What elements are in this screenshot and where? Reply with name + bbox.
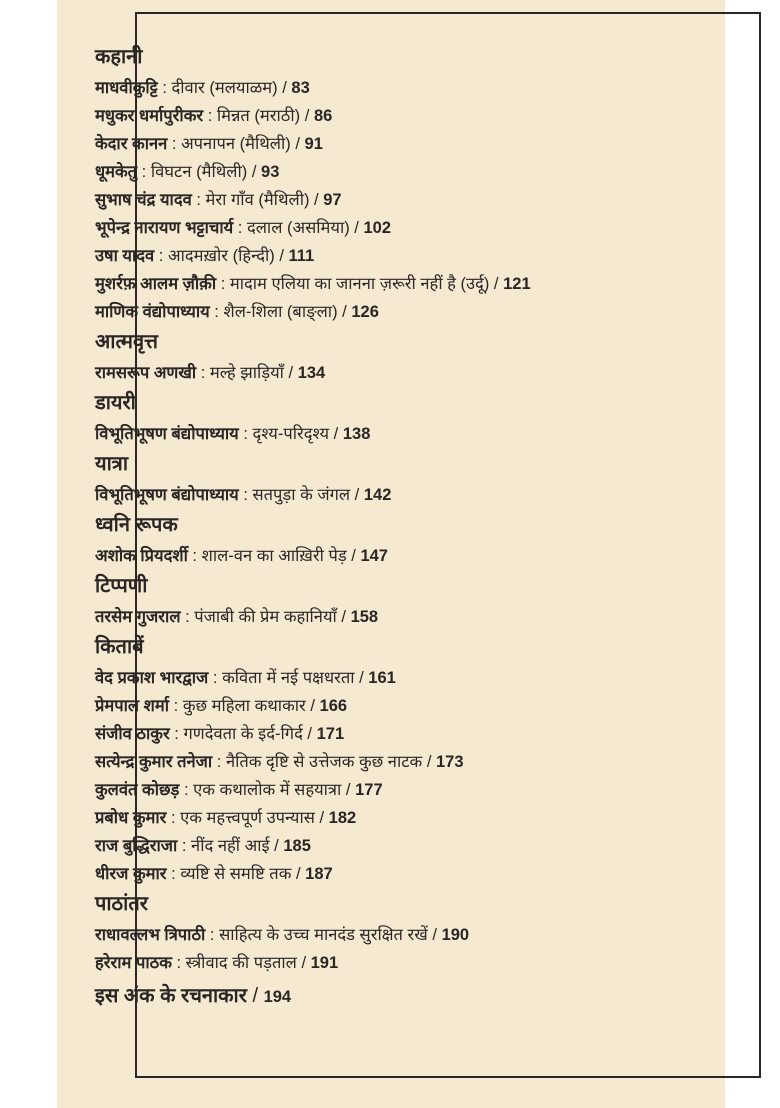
entry-page-number: 93 xyxy=(261,163,280,181)
toc-entry xyxy=(95,481,695,509)
slash-separator: / xyxy=(269,837,284,855)
toc-entry xyxy=(95,921,695,949)
entry-page-number: 86 xyxy=(313,107,333,125)
entry-title: व्यष्टि से समष्टि तक xyxy=(180,865,292,883)
colon-separator: : xyxy=(238,486,253,504)
entry-page-number: 126 xyxy=(351,303,379,321)
entry-title: साहित्य के उच्च मानदंड सुरक्षित रखें xyxy=(219,926,428,944)
colon-separator: : xyxy=(166,809,181,827)
entry-page-number: 91 xyxy=(304,135,323,153)
colon-separator: : xyxy=(169,725,184,743)
slash-separator: / xyxy=(290,135,305,153)
colon-separator: : xyxy=(180,608,195,626)
toc-entry xyxy=(95,130,695,158)
toc-entry xyxy=(95,102,695,130)
entry-title: नींद नहीं आई xyxy=(191,837,270,855)
toc-entry xyxy=(95,242,695,270)
slash-separator: / xyxy=(305,697,320,715)
entry-page-number: 134 xyxy=(297,364,326,382)
colon-separator: : xyxy=(209,303,224,321)
entry-page-number: 138 xyxy=(342,425,371,443)
toc-entry xyxy=(95,359,695,387)
colon-separator: : xyxy=(191,191,206,209)
slash-separator: / xyxy=(341,781,356,799)
colon-separator: : xyxy=(171,954,186,972)
entry-author: कुलवंत कोछड़ xyxy=(95,781,180,799)
colon-separator: : xyxy=(166,865,181,883)
toc-entry xyxy=(95,748,695,776)
entry-page-number: 166 xyxy=(319,697,348,715)
toc-entry xyxy=(95,664,695,692)
colon-separator: : xyxy=(238,425,253,443)
colon-separator: : xyxy=(177,837,192,855)
entry-page-number: 177 xyxy=(355,781,383,799)
toc-entry xyxy=(95,860,695,888)
colon-separator: : xyxy=(205,926,220,944)
slash-separator: / xyxy=(489,275,504,293)
entry-page-number: 83 xyxy=(291,79,310,97)
entry-page-number: 147 xyxy=(360,547,388,565)
entry-author: वेद प्रकाश भारद्वाज xyxy=(95,669,209,687)
slash-separator: / xyxy=(314,809,329,827)
entry-page-number: 121 xyxy=(503,275,531,293)
toc-entry xyxy=(95,298,695,326)
toc-entry xyxy=(95,74,695,102)
slash-separator: / xyxy=(422,753,436,771)
entry-author: विभूतिभूषण बंद्योपाध्याय xyxy=(95,486,239,504)
toc-entry xyxy=(95,214,695,242)
entry-author: माधवीकुट्टि xyxy=(95,79,158,97)
slash-separator: / xyxy=(300,107,314,125)
entry-title: विघटन (मैथिली) xyxy=(150,163,248,181)
entry-title: दलाल (असमिया) xyxy=(246,219,350,237)
section-heading: टिप्पणी xyxy=(95,575,148,597)
toc-entry xyxy=(95,420,695,448)
entry-title: एक महत्त्वपूर्ण उपन्यास xyxy=(180,809,315,827)
toc-entry xyxy=(95,776,695,804)
colon-separator: : xyxy=(187,547,202,565)
contributors-entry xyxy=(95,979,695,1013)
slash-separator: / xyxy=(309,191,324,209)
section-heading: किताबें xyxy=(95,636,144,658)
colon-separator: : xyxy=(167,135,182,153)
entry-page-number: 187 xyxy=(305,865,333,883)
entry-author: राधावल्लभ त्रिपाठी xyxy=(95,926,206,944)
colon-separator: : xyxy=(233,219,247,237)
entry-author: उषा यादव xyxy=(95,247,155,265)
section-heading: आत्मवृत्त xyxy=(95,331,158,353)
entry-page-number: 158 xyxy=(350,608,379,626)
colon-separator: : xyxy=(208,669,223,687)
entry-title: शैल-शिला (बाङ्ला) xyxy=(223,303,338,321)
slash-separator: / xyxy=(329,425,343,443)
entry-page-number: 191 xyxy=(310,954,339,972)
entry-title: अपनापन (मैथिली) xyxy=(181,135,291,153)
entry-author: माणिक वंद्योपाध्याय xyxy=(95,303,210,321)
toc-entry xyxy=(95,832,695,860)
entry-title: आदमख़ोर (हिन्दी) xyxy=(167,247,275,265)
slash-separator: / xyxy=(346,547,361,565)
slash-separator: / xyxy=(337,303,352,321)
toc-entry xyxy=(95,158,695,186)
slash-separator: / xyxy=(354,669,369,687)
entry-author: अशोक प्रियदर्शी xyxy=(95,547,188,565)
entry-title: दृश्य-परिदृश्य xyxy=(252,425,330,443)
toc-entry xyxy=(95,720,695,748)
slash-separator: / xyxy=(427,926,442,944)
entry-page-number: 161 xyxy=(368,669,396,687)
contributors-label: इस अंक के रचनाकार xyxy=(95,985,247,1007)
entry-title: नैतिक दृष्टि से उत्तेजक कुछ नाटक xyxy=(225,753,423,771)
section-heading: कहानी xyxy=(95,46,143,68)
entry-author: केदार कानन xyxy=(95,135,168,153)
entry-page-number: 190 xyxy=(441,926,470,944)
slash-separator: / xyxy=(274,247,289,265)
slash-separator: / xyxy=(247,163,262,181)
slash-separator: / xyxy=(291,865,306,883)
entry-author: सत्येन्द्र कुमार तनेजा xyxy=(95,753,213,771)
slash-separator: / xyxy=(336,608,351,626)
entry-author: भूपेन्द्र नारायण भट्टाचार्य xyxy=(95,219,234,237)
toc-entry xyxy=(95,270,695,298)
toc-entry xyxy=(95,804,695,832)
toc-entry xyxy=(95,542,695,570)
colon-separator: : xyxy=(157,79,172,97)
entry-title: कुछ महिला कथाकार xyxy=(182,697,306,715)
slash-separator: / xyxy=(296,954,311,972)
slash-separator: / xyxy=(277,79,292,97)
entry-author: संजीव ठाकुर xyxy=(95,725,170,743)
entry-author: मधुकर धर्मापुरीकर xyxy=(95,107,204,125)
entry-author: सुभाष चंद्र यादव xyxy=(95,191,192,209)
entry-title: मल्हे झाड़ियाँ xyxy=(209,364,284,382)
entry-title: एक कथालोक में सहयात्रा xyxy=(193,781,342,799)
entry-author: विभूतिभूषण बंद्योपाध्याय xyxy=(95,425,239,443)
slash-separator: / xyxy=(246,985,264,1007)
entry-title: पंजाबी की प्रेम कहानियाँ xyxy=(194,608,337,626)
slash-separator: / xyxy=(350,486,364,504)
slash-separator: / xyxy=(349,219,364,237)
entry-title: मेरा गाँव (मैथिली) xyxy=(205,191,310,209)
contributors-page-number: 194 xyxy=(263,988,292,1006)
colon-separator: : xyxy=(196,364,210,382)
entry-page-number: 173 xyxy=(436,753,464,771)
entry-title: मिन्नत (मराठी) xyxy=(216,107,301,125)
section-heading: डायरी xyxy=(95,392,136,414)
entry-page-number: 102 xyxy=(363,219,392,237)
entry-title: सतपुड़ा के जंगल xyxy=(252,486,351,504)
entry-author: हरेराम पाठक xyxy=(95,954,172,972)
entry-author: रामसरूप अणखी xyxy=(95,364,197,382)
entry-title: मादाम एलिया का जानना ज़रूरी नहीं है (उर्दू) xyxy=(229,275,490,293)
toc-entry xyxy=(95,186,695,214)
colon-separator: : xyxy=(203,107,217,125)
section-heading: यात्रा xyxy=(95,453,128,475)
table-of-contents xyxy=(95,41,695,1013)
entry-author: धीरज कुमार xyxy=(95,865,167,883)
entry-page-number: 111 xyxy=(288,247,315,265)
entry-page-number: 171 xyxy=(316,725,345,743)
entry-page-number: 142 xyxy=(363,486,392,504)
colon-separator: : xyxy=(216,275,230,293)
entry-title: गणदेवता के इर्द-गिर्द xyxy=(183,725,303,743)
section-heading: पाठांतर xyxy=(95,893,148,915)
entry-title: दीवार (मलयाळम) xyxy=(171,79,278,97)
entry-title: कविता में नई पक्षधरता xyxy=(222,669,355,687)
slash-separator: / xyxy=(302,725,317,743)
entry-title: शाल-वन का आख़िरी पेड़ xyxy=(201,547,347,565)
colon-separator: : xyxy=(137,163,151,181)
entry-author: मुशर्रफ़ आलम ज़ौक़ी xyxy=(95,275,217,293)
entry-author: राज बुद्धिराजा xyxy=(95,837,178,855)
colon-separator: : xyxy=(212,753,226,771)
entry-author: प्रबोध कुमार xyxy=(95,809,167,827)
entry-page-number: 182 xyxy=(328,809,357,827)
toc-entry xyxy=(95,949,695,977)
section-heading: ध्वनि रूपक xyxy=(95,514,178,536)
entry-page-number: 97 xyxy=(323,191,342,209)
entry-title: स्त्रीवाद की पड़ताल xyxy=(185,954,297,972)
entry-author: धूमकेतु xyxy=(95,163,138,181)
slash-separator: / xyxy=(283,364,298,382)
colon-separator: : xyxy=(179,781,194,799)
entry-page-number: 185 xyxy=(283,837,311,855)
toc-entry xyxy=(95,603,695,631)
entry-author: प्रेमपाल शर्मा xyxy=(95,697,170,715)
toc-entry xyxy=(95,692,695,720)
colon-separator: : xyxy=(154,247,168,265)
entry-author: तरसेम गुजराल xyxy=(95,608,181,626)
colon-separator: : xyxy=(169,697,183,715)
